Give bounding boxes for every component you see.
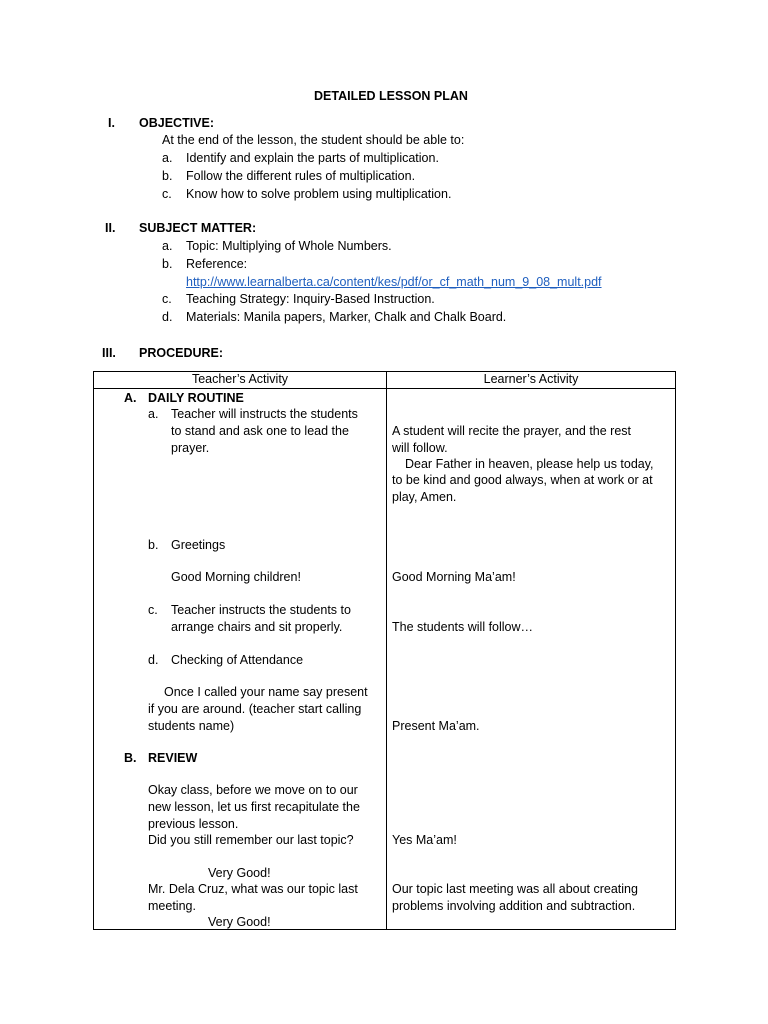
subject-matter-numeral: II. xyxy=(105,221,116,235)
subject-item-letter: a. xyxy=(162,239,173,253)
step-letter: a. xyxy=(148,407,159,421)
teacher-line: prayer. xyxy=(171,441,210,455)
daily-routine-heading: DAILY ROUTINE xyxy=(148,391,244,405)
step-letter: b. xyxy=(148,538,159,552)
objective-item: Know how to solve problem using multiplication. xyxy=(186,187,452,201)
subject-item: Materials: Manila papers, Marker, Chalk and Chalk Board. xyxy=(186,310,507,324)
teacher-line: Mr. Dela Cruz, what was our topic last xyxy=(148,882,358,896)
teacher-line: Did you still remember our last topic? xyxy=(148,833,354,847)
learner-line: will follow. xyxy=(392,441,448,455)
attendance-label: Checking of Attendance xyxy=(171,653,304,667)
objective-intro: At the end of the lesson, the student should be able to: xyxy=(162,133,465,147)
teacher-line: Teacher will instructs the students xyxy=(171,407,358,421)
objective-item-letter: c. xyxy=(162,187,172,201)
learner-line: Our topic last meeting was all about creating xyxy=(392,882,638,896)
teacher-line: new lesson, let us first recapitulate the xyxy=(148,800,360,814)
teacher-greeting: Good Morning children! xyxy=(171,570,301,584)
praise-text: Very Good! xyxy=(208,915,271,929)
teacher-line: meeting. xyxy=(148,899,196,913)
objective-item-letter: a. xyxy=(162,151,173,165)
subject-item: Topic: Multiplying of Whole Numbers. xyxy=(186,239,392,253)
subject-item-letter: b. xyxy=(162,257,173,271)
teacher-line: Teacher instructs the students to xyxy=(171,603,351,617)
teacher-line: Once I called your name say present xyxy=(164,685,368,699)
learner-line: A student will recite the prayer, and the rest xyxy=(392,424,632,438)
teacher-line: previous lesson. xyxy=(148,817,239,831)
step-letter: d. xyxy=(148,653,159,667)
objective-numeral: I. xyxy=(108,116,115,130)
objective-item: Follow the different rules of multiplication. xyxy=(186,169,416,183)
learner-line: Yes Ma’am! xyxy=(392,833,457,847)
objective-heading: OBJECTIVE: xyxy=(139,116,215,130)
subject-item: Reference: xyxy=(186,257,248,271)
objective-item: Identify and explain the parts of multiplication. xyxy=(186,151,439,165)
step-letter: c. xyxy=(148,603,158,617)
teacher-activity-cell xyxy=(94,389,387,930)
teacher-activity-header: Teacher’s Activity xyxy=(94,372,387,389)
review-heading: REVIEW xyxy=(148,751,198,765)
objective-item-letter: b. xyxy=(162,169,173,183)
learner-line: The students will follow… xyxy=(392,620,534,634)
teacher-line: Okay class, before we move on to our xyxy=(148,783,358,797)
section-letter: B. xyxy=(124,751,137,765)
greetings-label: Greetings xyxy=(171,538,226,552)
procedure-heading: PROCEDURE: xyxy=(139,346,224,360)
teacher-line: to stand and ask one to lead the xyxy=(171,424,349,438)
teacher-line: arrange chairs and sit properly. xyxy=(171,620,343,634)
prayer-text: Dear Father in heaven, please help us today, xyxy=(405,457,654,471)
procedure-numeral: III. xyxy=(102,346,116,360)
learner-activity-cell xyxy=(387,389,676,930)
procedure-table xyxy=(93,371,676,930)
learner-activity-header: Learner’s Activity xyxy=(387,372,676,389)
subject-item: Teaching Strategy: Inquiry-Based Instruction. xyxy=(186,292,435,306)
teacher-line: if you are around. (teacher start calling xyxy=(148,702,362,716)
learner-greeting: Good Morning Ma’am! xyxy=(392,570,516,584)
learner-line: Present Ma’am. xyxy=(392,719,480,733)
subject-item-letter: d. xyxy=(162,310,173,324)
teacher-line: students name) xyxy=(148,719,235,733)
subject-matter-heading: SUBJECT MATTER: xyxy=(139,221,257,235)
reference-link[interactable]: http://www.learnalberta.ca/content/kes/pdf/or_cf_math_num_9_08_mult.pdf xyxy=(186,275,602,289)
subject-item-letter: c. xyxy=(162,292,172,306)
prayer-text: play, Amen. xyxy=(392,490,457,504)
learner-line: problems involving addition and subtraction. xyxy=(392,899,636,913)
prayer-text: to be kind and good always, when at work or at xyxy=(392,473,653,487)
document-title: DETAILED LESSON PLAN xyxy=(314,89,468,103)
praise-text: Very Good! xyxy=(208,866,271,880)
section-letter: A. xyxy=(124,391,137,405)
